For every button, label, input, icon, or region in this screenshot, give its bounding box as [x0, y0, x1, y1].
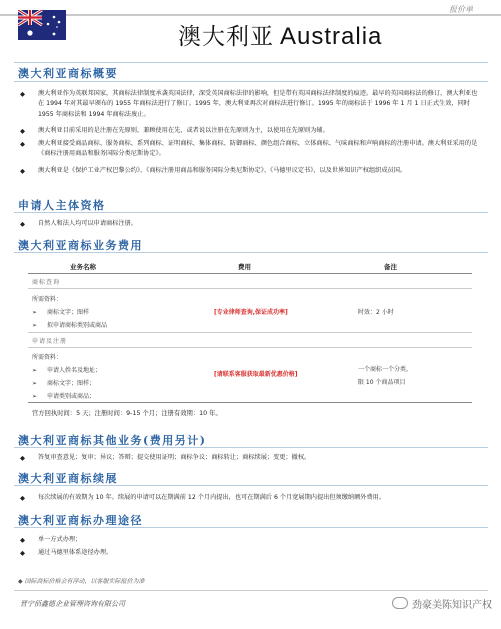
title-english: Australia [280, 23, 383, 50]
overview-bullet: ◆ 澳大利亚是《保护工业产权巴黎公约》、《商标注册用商品和服务国际分类尼斯协定》、《马德里议定书》，以及世界知识产权组织成员国。 [20, 167, 407, 175]
footnote: ◆ 国际商标价格会有浮动，以客服实际报价为准 [18, 578, 145, 585]
watermark: 劲豪美陈知识产权 [392, 596, 492, 611]
table-rule [28, 332, 472, 333]
section-rule [14, 62, 488, 63]
section-heading-applicant: 申请人主体资格 [18, 199, 106, 212]
fee-filing: [请联系客服获取最新优惠价格] [214, 371, 298, 378]
company-name: 晋宁佰鑫德企业管理咨询有限公司 [20, 600, 125, 608]
table-row-item: ➢ 商标文字；图样 [32, 309, 90, 316]
table-header-note: 备注 [384, 263, 397, 271]
renewal-bullet: ◆ 每次续展的有效期为 10 年。续展的申请可以在期满前 12 个月内提出，也可在期满后 6 个月宽展期内提出但须缴纳额外费用。 [20, 494, 386, 502]
header-rule [0, 14, 501, 16]
section-heading-renewal: 澳大利亚商标续展 [18, 472, 118, 485]
materials-label: 所需资料： [32, 296, 63, 303]
other-bullet: ◆ 答复审查意见；复审；异议；答辩；提交使用证明；商标争议；商标转让；商标续展；变更；撤权。 [20, 454, 311, 462]
note-filing-1: 一个商标一个分类， [358, 366, 413, 373]
table-row-item: ➢ 申请类别或商品； [32, 393, 96, 400]
section-heading-procedure: 澳大利亚商标办理途径 [18, 514, 143, 527]
table-rule [28, 347, 472, 348]
page-title [178, 18, 382, 51]
table-row-item: ➢ 申请人姓名及地址； [32, 367, 102, 374]
procedure-bullet: ◆ 单一方式办理； [20, 536, 82, 544]
title-chinese: 澳大利亚 [178, 24, 274, 50]
materials-label: 所需资料： [32, 354, 63, 361]
section-rule [14, 252, 488, 253]
table-rule [28, 402, 472, 403]
applicant-bullet: ◆ 自然人和法人均可以申请商标注册。 [20, 220, 137, 228]
table-row-label-filing: 申请及注册 [32, 338, 68, 345]
table-rule [28, 273, 472, 274]
footer-rule [14, 590, 488, 591]
overview-bullet: ◆ 澳大利亚接受商品商标、服务商标、系列商标、证明商标、集体商标、防御商标、颜色组合商标，立体商标、气味商标和声响商标的注册申请。澳大利亚采用的是《商标注册用商品和服务国际分类尼斯协定》。 [20, 140, 478, 158]
timeline-text: 官方回执时间：5 天；注册时间：9-15 个月；注册有效期：10 年。 [32, 410, 222, 417]
section-rule [14, 485, 488, 486]
table-row-item: ➢ 商标文字；图样； [32, 380, 96, 387]
table-header-fee: 费用 [238, 263, 251, 271]
procedure-bullet: ◆ 通过马德里体系途径办理。 [20, 549, 113, 557]
table-header-service: 业务名称 [70, 263, 96, 271]
overview-bullet: ◆ 澳大利亚目前采用的是注册在先原则，兼顾使用在先，或者说以注册在先原则为主，以使用在先原则为辅。 [20, 127, 329, 135]
wechat-icon [392, 597, 408, 609]
fee-search: [专业律师查询,保证成功率] [214, 309, 288, 316]
table-row-item: ➢ 拟申请商标类别或商品 [32, 322, 108, 329]
section-rule [14, 81, 488, 82]
section-rule [14, 212, 488, 213]
australia-flag-icon [18, 10, 66, 40]
section-heading-fees: 澳大利亚商标业务费用 [18, 239, 143, 252]
table-row-label-search: 商标查询 [32, 279, 61, 286]
overview-bullet: ◆ 澳大利亚作为英联邦国家，其商标法律制度承袭英国法律，深受英国商标法律的影响，但是带有英国商标法律制度的痕迹。最早的英国商标法的修订，澳大利亚也在 1994 年对其最早颁布的 1955 年商标法进行了修订。1995 年，澳大利亚再次对商标法进行修订。1995 年的商标法于 1996 年 1 月 1 日正式生效，同时 1955 年商标法和 1994 年商标法废止。 [20, 90, 478, 118]
section-heading-other: 澳大利亚商标其他业务(费用另计) [18, 434, 207, 447]
note-filing-2: 限 10 个商品项目 [358, 379, 406, 386]
section-heading-overview: 澳大利亚商标概要 [18, 67, 118, 80]
note-search: 时效：2 小时 [358, 309, 394, 316]
table-rule [28, 288, 472, 289]
section-rule [14, 527, 488, 528]
section-rule [14, 447, 488, 448]
quote-label: 报价单 [449, 5, 473, 14]
